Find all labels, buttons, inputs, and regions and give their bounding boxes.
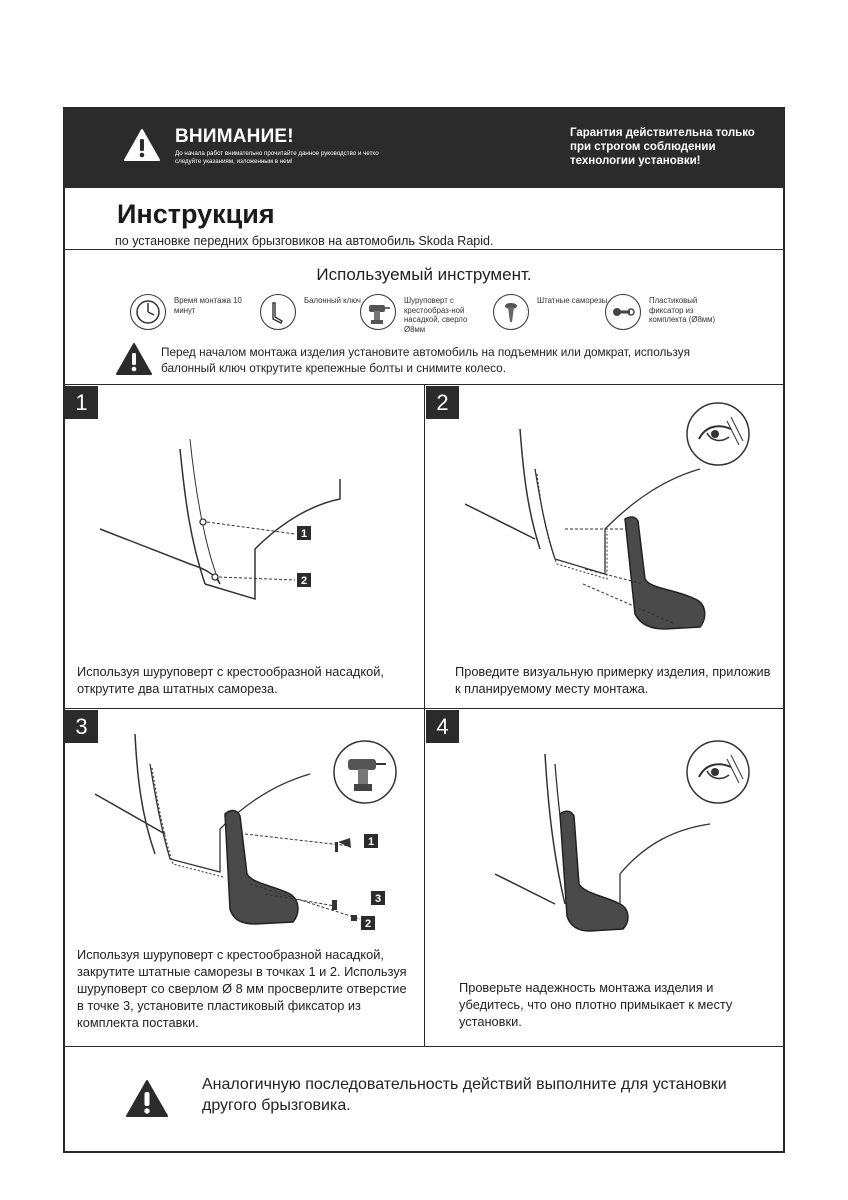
guarantee-note: Гарантия действительна только при строгом соблюдении технологии установки!	[570, 127, 755, 167]
step-number: 3	[65, 710, 98, 743]
screw-icon	[493, 294, 529, 330]
warning-icon	[125, 1079, 169, 1119]
tool-label: Шуруповерт с крестообраз-ной насадкой, сверло Ø8мм	[404, 296, 468, 334]
final-note: Аналогичную последовательность действий выполните для установки другого брызговика.	[202, 1076, 727, 1114]
tools-title: Используемый инструмент.	[316, 265, 532, 284]
step-4-illustration	[495, 734, 765, 934]
page-subtitle: по установке передних брызговиков на автомобиль Skoda Rapid.	[115, 234, 494, 248]
step-2-illustration	[465, 429, 765, 639]
divider	[65, 1046, 783, 1047]
warning-icon	[123, 128, 161, 162]
tool-label: Время монтажа 10 минут	[174, 296, 242, 315]
divider	[65, 249, 783, 250]
step-number: 2	[426, 386, 459, 419]
step-text: Используя шуруповерт с крестообразной насадкой, открутите два штатных самореза.	[77, 664, 384, 696]
callout-label: 1	[367, 836, 375, 848]
clip-icon	[605, 294, 641, 330]
clock-icon	[130, 294, 166, 330]
warning-banner	[65, 109, 783, 188]
attention-note: До начала работ внимательно прочитайте данное руководство и четко следуйте указаниям, изложенным в нем!	[175, 150, 379, 165]
callout-label: 2	[364, 918, 372, 930]
callout-label: 1	[300, 528, 308, 540]
step-3-illustration	[95, 734, 385, 939]
step-number: 4	[426, 710, 459, 743]
drill-icon	[360, 294, 396, 330]
instruction-sheet	[63, 107, 785, 1153]
step-number: 1	[65, 386, 98, 419]
step-1-illustration	[95, 439, 385, 619]
tool-label: Штатные саморезы	[537, 296, 608, 305]
warning-icon	[115, 342, 153, 376]
callout-label: 3	[374, 893, 382, 905]
step-text: Проведите визуальную примерку изделия, приложив к планируемому месту монтажа.	[455, 664, 771, 696]
attention-title: ВНИМАНИЕ!	[175, 126, 294, 147]
tool-label: Балонный ключ	[304, 296, 361, 305]
callout-label: 2	[300, 575, 308, 587]
divider	[424, 384, 425, 1046]
tool-label: Пластиковый фиксатор из комплекта (Ø8мм)	[649, 296, 716, 324]
page-title: Инструкция	[117, 199, 275, 229]
wrench-icon	[260, 294, 296, 330]
prep-warning-text: Перед началом монтажа изделия установите автомобиль на подъемник или домкрат, используя балонный ключ открутите крепежные болты и снимите колесо.	[161, 345, 690, 375]
step-text: Проверьте надежность монтажа изделия и убедитесь, что оно плотно примыкает к месту установки.	[459, 980, 733, 1029]
step-text: Используя шуруповерт с крестообразной насадкой, закрутите штатные саморезы в точках 1 и 2. Используя шуруповерт со сверлом Ø 8 мм просверлите отверстие в точке 3, установите пластиковый фиксатор из комплекта поставки.	[77, 947, 407, 1030]
